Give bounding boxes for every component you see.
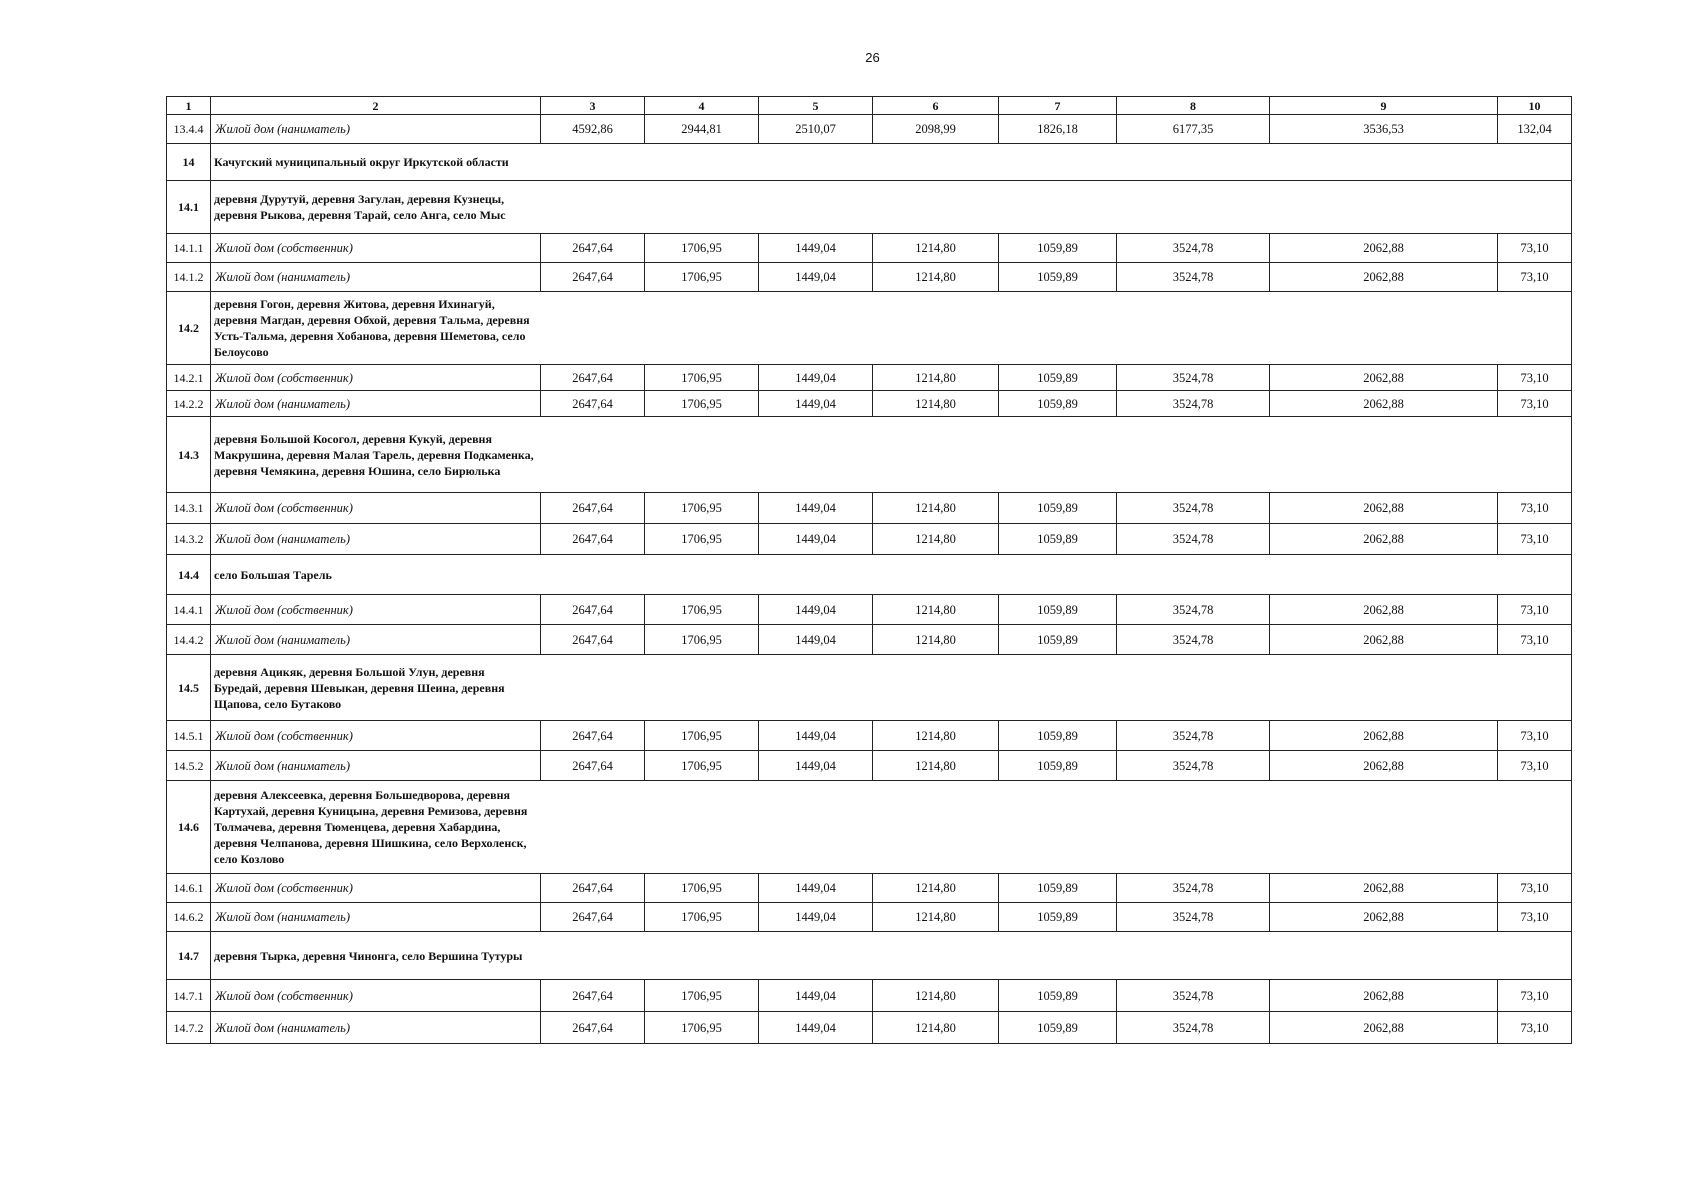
row-value-col-3: 2647,64 [541,625,645,655]
column-header-4: 4 [645,97,759,115]
row-value-col-6: 2098,99 [873,115,999,144]
row-code: 14.3.2 [167,524,211,555]
row-value-col-3: 2647,64 [541,595,645,625]
section-name: Качугский муниципальный округ Иркутской области [211,144,1572,181]
group-name-cell [211,932,1572,980]
group-name: деревня Ацикяк, деревня Большой Улун, деревня Буредай, деревня Шевыкан, деревня Шеина, деревня Щапова, село Бутаково [214,664,505,711]
row-code: 14.4.1 [167,595,211,625]
group-code: 14.3 [167,417,211,493]
group-code: 14.7 [167,932,211,980]
row-value-col-8: 3524,78 [1117,980,1270,1012]
table-row [167,595,1572,625]
row-value-col-9: 2062,88 [1270,903,1498,932]
row-name: Жилой дом (собственник) [211,493,541,524]
row-value-col-6: 1214,80 [873,751,999,781]
row-value-col-5: 1449,04 [759,751,873,781]
row-value-col-3: 2647,64 [541,1012,645,1044]
table-row [167,721,1572,751]
row-value-col-8: 3524,78 [1117,721,1270,751]
row-value-col-3: 2647,64 [541,980,645,1012]
row-value-col-9: 2062,88 [1270,595,1498,625]
table-row [167,903,1572,932]
row-value-col-10: 73,10 [1498,903,1572,932]
row-value-col-9: 2062,88 [1270,1012,1498,1044]
column-header-1: 1 [167,97,211,115]
row-name: Жилой дом (собственник) [211,721,541,751]
row-value-col-8: 3524,78 [1117,234,1270,263]
table-row [167,751,1572,781]
page-number: 26 [865,50,880,65]
row-code: 14.5.1 [167,721,211,751]
row-value-col-3: 2647,64 [541,751,645,781]
row-value-col-9: 2062,88 [1270,721,1498,751]
row-value-col-9: 2062,88 [1270,980,1498,1012]
group-row [167,555,1572,595]
row-value-col-6: 1214,80 [873,1012,999,1044]
row-value-col-8: 3524,78 [1117,903,1270,932]
row-name: Жилой дом (собственник) [211,595,541,625]
row-value-col-4: 1706,95 [645,365,759,391]
row-code: 13.4.4 [167,115,211,144]
row-name: Жилой дом (наниматель) [211,903,541,932]
row-value-col-10: 73,10 [1498,874,1572,903]
row-value-col-4: 1706,95 [645,751,759,781]
row-value-col-6: 1214,80 [873,263,999,292]
row-name: Жилой дом (наниматель) [211,263,541,292]
group-name-cell [211,555,1572,595]
row-value-col-7: 1059,89 [999,980,1117,1012]
group-name-cell [211,781,1572,874]
row-value-col-7: 1059,89 [999,751,1117,781]
row-value-col-5: 1449,04 [759,980,873,1012]
row-code: 14.4.2 [167,625,211,655]
row-value-col-8: 3524,78 [1117,595,1270,625]
row-value-col-4: 1706,95 [645,234,759,263]
row-value-col-7: 1059,89 [999,263,1117,292]
row-value-col-4: 1706,95 [645,263,759,292]
row-value-col-8: 3524,78 [1117,1012,1270,1044]
row-name: Жилой дом (собственник) [211,365,541,391]
row-value-col-5: 1449,04 [759,234,873,263]
row-value-col-7: 1059,89 [999,595,1117,625]
row-name: Жилой дом (собственник) [211,874,541,903]
group-name: деревня Дурутуй, деревня Загулан, деревня Кузнецы, деревня Рыкова, деревня Тарай, село Анга, село Мыс [214,192,506,222]
row-value-col-3: 2647,64 [541,234,645,263]
row-value-col-3: 2647,64 [541,721,645,751]
row-code: 14.6.2 [167,903,211,932]
table-row [167,625,1572,655]
group-name-cell [211,292,1572,365]
row-value-col-4: 1706,95 [645,493,759,524]
group-row [167,181,1572,234]
row-value-col-7: 1059,89 [999,874,1117,903]
row-value-col-8: 3524,78 [1117,365,1270,391]
row-value-col-10: 73,10 [1498,263,1572,292]
row-value-col-5: 1449,04 [759,391,873,417]
group-name: деревня Большой Косогол, деревня Кукуй, деревня Макрушина, деревня Малая Тарель, деревня Подкаменка, деревня Чемякина, деревня Юшина, село Бирюлька [214,431,534,478]
row-value-col-5: 1449,04 [759,524,873,555]
row-code: 14.7.1 [167,980,211,1012]
row-code: 14.2.1 [167,365,211,391]
row-value-col-10: 73,10 [1498,391,1572,417]
row-value-col-9: 2062,88 [1270,751,1498,781]
row-code: 14.5.2 [167,751,211,781]
row-value-col-10: 73,10 [1498,625,1572,655]
row-value-col-8: 3524,78 [1117,524,1270,555]
row-value-col-6: 1214,80 [873,365,999,391]
row-value-col-4: 1706,95 [645,1012,759,1044]
row-value-col-7: 1059,89 [999,721,1117,751]
row-value-col-5: 1449,04 [759,493,873,524]
row-value-col-9: 3536,53 [1270,115,1498,144]
row-value-col-10: 73,10 [1498,493,1572,524]
group-code: 14.2 [167,292,211,365]
group-name-cell [211,655,1572,721]
row-value-col-9: 2062,88 [1270,263,1498,292]
row-name: Жилой дом (наниматель) [211,625,541,655]
row-value-col-9: 2062,88 [1270,234,1498,263]
row-value-col-7: 1059,89 [999,903,1117,932]
table-row [167,493,1572,524]
row-value-col-5: 1449,04 [759,595,873,625]
row-value-col-10: 73,10 [1498,524,1572,555]
table-row [167,234,1572,263]
column-header-2: 2 [211,97,541,115]
group-code: 14.5 [167,655,211,721]
section-row [167,144,1572,181]
row-code: 14.2.2 [167,391,211,417]
table-row [167,263,1572,292]
row-value-col-5: 1449,04 [759,1012,873,1044]
row-value-col-3: 2647,64 [541,524,645,555]
row-value-col-5: 1449,04 [759,365,873,391]
group-name: деревня Алексеевка, деревня Большедворова, деревня Картухай, деревня Куницына, деревня Ремизова, деревня Толмачева, деревня Тюменцева, деревня Хабардина, деревня Челпанова, деревня Шишкина, село Верхоленск, село Козлово [214,788,528,866]
row-value-col-8: 3524,78 [1117,874,1270,903]
group-name: деревня Гогон, деревня Житова, деревня Ихинагуй, деревня Магдан, деревня Обхой, деревня Тальма, деревня Усть-Тальма, деревня Хобанова, деревня Шеметова, село Белоусово [214,297,530,359]
table-row [167,391,1572,417]
row-value-col-5: 1449,04 [759,625,873,655]
group-row [167,292,1572,365]
row-value-col-9: 2062,88 [1270,365,1498,391]
group-name-cell [211,417,1572,493]
row-value-col-7: 1059,89 [999,625,1117,655]
row-value-col-6: 1214,80 [873,874,999,903]
row-value-col-6: 1214,80 [873,903,999,932]
column-header-9: 9 [1270,97,1498,115]
row-value-col-10: 73,10 [1498,980,1572,1012]
column-header-7: 7 [999,97,1117,115]
row-value-col-6: 1214,80 [873,391,999,417]
header-row [167,97,1572,115]
row-value-col-7: 1059,89 [999,365,1117,391]
row-value-col-5: 1449,04 [759,721,873,751]
row-value-col-10: 73,10 [1498,751,1572,781]
group-row [167,655,1572,721]
row-name: Жилой дом (наниматель) [211,115,541,144]
row-name: Жилой дом (наниматель) [211,391,541,417]
row-value-col-6: 1214,80 [873,980,999,1012]
row-value-col-3: 4592,86 [541,115,645,144]
row-value-col-6: 1214,80 [873,721,999,751]
group-name-cell [211,181,1572,234]
group-row [167,932,1572,980]
column-header-8: 8 [1117,97,1270,115]
row-value-col-6: 1214,80 [873,493,999,524]
group-name: деревня Тырка, деревня Чинонга, село Вершина Тутуры [214,948,523,963]
row-value-col-9: 2062,88 [1270,391,1498,417]
group-row [167,781,1572,874]
row-value-col-7: 1059,89 [999,234,1117,263]
row-value-col-10: 73,10 [1498,1012,1572,1044]
row-code: 14.1.2 [167,263,211,292]
row-value-col-8: 3524,78 [1117,391,1270,417]
row-value-col-4: 1706,95 [645,721,759,751]
group-code: 14.4 [167,555,211,595]
row-value-col-4: 1706,95 [645,874,759,903]
row-value-col-4: 2944,81 [645,115,759,144]
row-value-col-7: 1826,18 [999,115,1117,144]
row-value-col-6: 1214,80 [873,595,999,625]
row-value-col-9: 2062,88 [1270,493,1498,524]
row-value-col-3: 2647,64 [541,874,645,903]
row-value-col-5: 1449,04 [759,903,873,932]
row-name: Жилой дом (наниматель) [211,1012,541,1044]
row-value-col-3: 2647,64 [541,493,645,524]
row-value-col-8: 3524,78 [1117,625,1270,655]
row-value-col-7: 1059,89 [999,1012,1117,1044]
group-code: 14.1 [167,181,211,234]
row-value-col-8: 3524,78 [1117,493,1270,524]
row-value-col-4: 1706,95 [645,391,759,417]
row-name: Жилой дом (собственник) [211,234,541,263]
table-row [167,365,1572,391]
row-value-col-8: 6177,35 [1117,115,1270,144]
row-value-col-6: 1214,80 [873,524,999,555]
tariff-table [166,96,1572,1044]
section-code: 14 [167,144,211,181]
table-body [167,97,1572,1044]
group-code: 14.6 [167,781,211,874]
row-value-col-10: 73,10 [1498,234,1572,263]
row-value-col-3: 2647,64 [541,365,645,391]
row-value-col-5: 2510,07 [759,115,873,144]
row-value-col-5: 1449,04 [759,263,873,292]
row-value-col-5: 1449,04 [759,874,873,903]
table-row [167,524,1572,555]
table-row [167,874,1572,903]
row-name: Жилой дом (наниматель) [211,524,541,555]
row-value-col-4: 1706,95 [645,595,759,625]
row-value-col-8: 3524,78 [1117,263,1270,292]
row-value-col-4: 1706,95 [645,524,759,555]
row-code: 14.3.1 [167,493,211,524]
row-code: 14.1.1 [167,234,211,263]
row-name: Жилой дом (собственник) [211,980,541,1012]
row-value-col-10: 73,10 [1498,595,1572,625]
row-name: Жилой дом (наниматель) [211,751,541,781]
table-row [167,115,1572,144]
row-value-col-3: 2647,64 [541,903,645,932]
row-value-col-7: 1059,89 [999,493,1117,524]
row-value-col-6: 1214,80 [873,234,999,263]
row-value-col-10: 73,10 [1498,365,1572,391]
row-code: 14.7.2 [167,1012,211,1044]
row-value-col-4: 1706,95 [645,625,759,655]
column-header-10: 10 [1498,97,1572,115]
row-value-col-3: 2647,64 [541,263,645,292]
row-value-col-9: 2062,88 [1270,874,1498,903]
row-value-col-4: 1706,95 [645,980,759,1012]
table-row [167,980,1572,1012]
row-value-col-10: 132,04 [1498,115,1572,144]
column-header-6: 6 [873,97,999,115]
table-row [167,1012,1572,1044]
group-name: село Большая Тарель [214,567,332,582]
column-header-5: 5 [759,97,873,115]
row-value-col-7: 1059,89 [999,391,1117,417]
row-value-col-3: 2647,64 [541,391,645,417]
row-code: 14.6.1 [167,874,211,903]
row-value-col-9: 2062,88 [1270,625,1498,655]
column-header-3: 3 [541,97,645,115]
row-value-col-4: 1706,95 [645,903,759,932]
group-row [167,417,1572,493]
row-value-col-7: 1059,89 [999,524,1117,555]
row-value-col-9: 2062,88 [1270,524,1498,555]
row-value-col-10: 73,10 [1498,721,1572,751]
row-value-col-8: 3524,78 [1117,751,1270,781]
row-value-col-6: 1214,80 [873,625,999,655]
